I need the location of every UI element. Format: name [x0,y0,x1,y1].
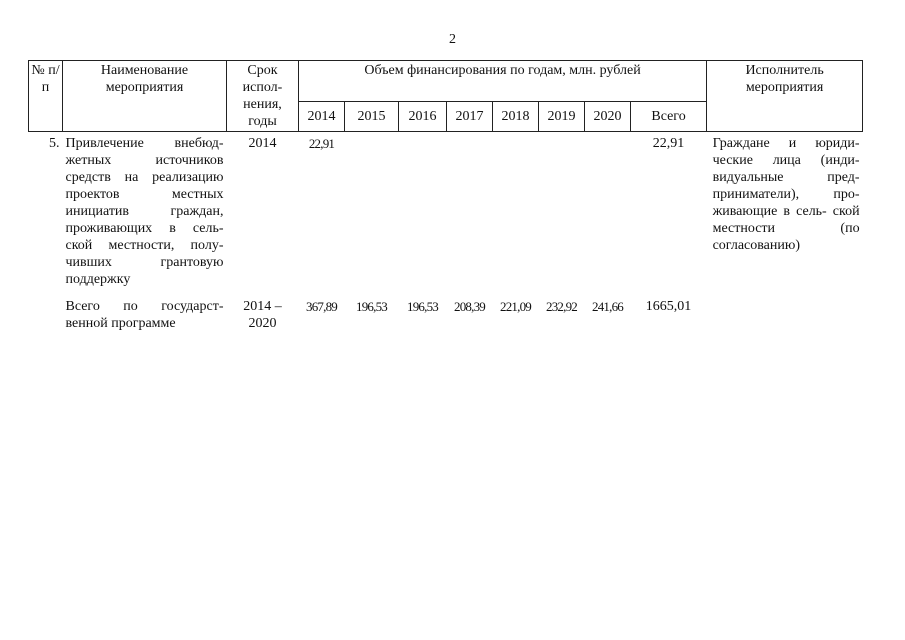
row-value [539,132,585,289]
row-value: 196,53 [356,299,387,314]
header-executor: Исполнитель мероприятия [707,61,863,132]
header-total: Всего [631,101,707,131]
row-value [399,132,447,289]
header-year: 2017 [447,101,493,131]
row-value: 22,91 [308,136,335,151]
row-num [29,288,63,332]
row-value: 196,53 [407,299,438,314]
table-row [29,288,863,332]
row-value [585,132,631,289]
row-total: 22,91 [652,136,685,151]
header-term: Срок испол- нения, годы [227,61,299,132]
header-year: 2015 [345,101,399,131]
row-value [447,132,493,289]
row-value: 367,89 [306,299,337,314]
header-year: 2019 [539,101,585,131]
page-number: 2 [449,32,456,47]
header-year: 2018 [493,101,539,131]
row-value: 221,09 [500,299,531,314]
row-name: Привлечение внебюд- жетных источников средств на реализацию проектов местных инициатив граждан, проживающих в сель- ской местности, полу- чивших грантовую поддержку [65,136,224,287]
header-row-top [29,61,863,102]
row-executor: Граждане и юриди- ческие лица (инди- видуальные пред- приниматели), про- живающие в сель- ской местности (по согласованию) [712,136,860,253]
row-executor [707,288,863,332]
header-name: Наименование мероприятия [63,61,227,132]
row-total: 1665,01 [645,299,692,314]
row-value: 208,39 [454,299,485,314]
funding-table [28,60,863,332]
header-num: № п/п [29,61,63,132]
header-year: 2020 [585,101,631,131]
row-num: 5. [49,136,60,151]
row-term: 2014 [248,136,277,151]
row-name: Всего по государст- венной программе [65,299,224,331]
header-year: 2016 [399,101,447,131]
row-value: 241,66 [592,299,623,314]
row-value [345,132,399,289]
row-term: 2014 – 2020 [243,299,282,331]
header-year: 2014 [299,101,345,131]
row-value [493,132,539,289]
table-row [29,132,863,289]
row-value: 232,92 [546,299,577,314]
header-funding: Объем финансирования по годам, млн. рублей [299,61,707,102]
